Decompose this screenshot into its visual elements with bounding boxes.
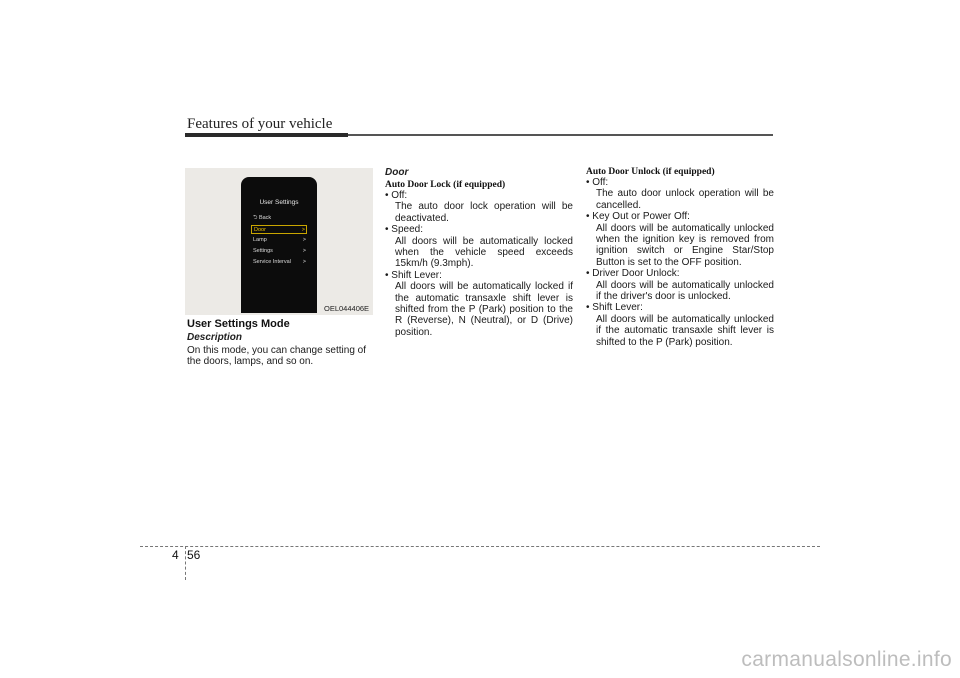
chevron-right-icon: > (302, 259, 306, 265)
figure-code: OEL044406E (324, 304, 370, 313)
chapter-number: 4 (172, 548, 179, 562)
list-item-label: • Driver Door Unlock: (586, 268, 680, 280)
header-rule-thick (185, 133, 348, 137)
back-arrow-icon: ⮌ (253, 215, 258, 221)
chevron-right-icon: > (302, 237, 306, 243)
list-item-label: • Speed: (385, 224, 423, 236)
list-item (385, 224, 573, 270)
list-item-body: All doors will be automatically unlocked if the automatic transaxle shift lever is shifted to the P (Park) position. (596, 313, 774, 348)
list-item-label: • Off: (586, 177, 609, 188)
list-item-body: All doors will be automatically locked if the automatic transaxle shift lever is shifted from the P (Park) position to the R (Reverse), N (Neutral), or D (Drive) position. (395, 281, 573, 338)
footer-divider (185, 546, 186, 580)
list-item (385, 190, 573, 224)
list-item-label: • Key Out or Power Off: (586, 211, 690, 223)
list-item (586, 177, 774, 211)
header-rule-thin (348, 134, 773, 136)
auto-door-lock-heading: Auto Door Lock (if equipped) (385, 180, 506, 190)
description-body: On this mode, you can change setting of the doors, lamps, and so on. (187, 345, 366, 368)
list-item (586, 268, 774, 302)
page-header-title: Features of your vehicle (187, 116, 333, 132)
list-item-label: • Shift Lever: (586, 302, 643, 314)
list-item-body: All doors will be automatically locked when the vehicle speed exceeds 15km/h (9.3mph). (395, 235, 573, 270)
menu-item-settings (251, 247, 307, 256)
menu-item-service-interval (251, 258, 307, 267)
menu-item-lamp (251, 236, 307, 245)
list-item-body: The auto door lock operation will be deactivated. (395, 201, 573, 224)
description-block (187, 332, 374, 368)
watermark: carmanualsonline.info (741, 648, 952, 671)
menu-item-label: Service Interval (253, 259, 291, 265)
menu-item-label: Back (258, 215, 272, 221)
menu-item-label: Settings (253, 248, 273, 254)
menu-item-back (251, 214, 307, 223)
list-item (385, 270, 573, 338)
list-item-body: All doors will be automatically unlocked when the ignition key is removed from ignition switch or Engine Star/Stop Button is set to the OFF position. (596, 222, 774, 268)
list-item-body: The auto door unlock operation will be cancelled. (596, 188, 774, 211)
cluster-display (241, 177, 317, 313)
footer-rule (140, 546, 820, 547)
list-item-body: All doors will be automatically unlocked if the driver's door is unlocked. (596, 279, 774, 303)
menu-item-label: Lamp (253, 237, 267, 243)
chevron-right-icon: > (301, 227, 305, 233)
list-item-label: • Off: (385, 190, 408, 201)
auto-door-unlock-heading: Auto Door Unlock (if equipped) (586, 167, 715, 177)
display-title: User Settings (259, 199, 299, 206)
door-heading: Door (385, 167, 409, 178)
menu-item-label: Door (254, 227, 266, 233)
menu-item-door (251, 225, 307, 234)
list-item (586, 211, 774, 268)
section-title: User Settings Mode (187, 318, 290, 330)
description-heading: Description (187, 332, 243, 343)
chevron-right-icon: > (302, 248, 306, 254)
auto-door-unlock-column (586, 167, 774, 348)
list-item (586, 302, 774, 348)
list-item-label: • Shift Lever: (385, 269, 442, 281)
auto-door-lock-column (385, 167, 573, 338)
page-number: 56 (187, 548, 201, 562)
